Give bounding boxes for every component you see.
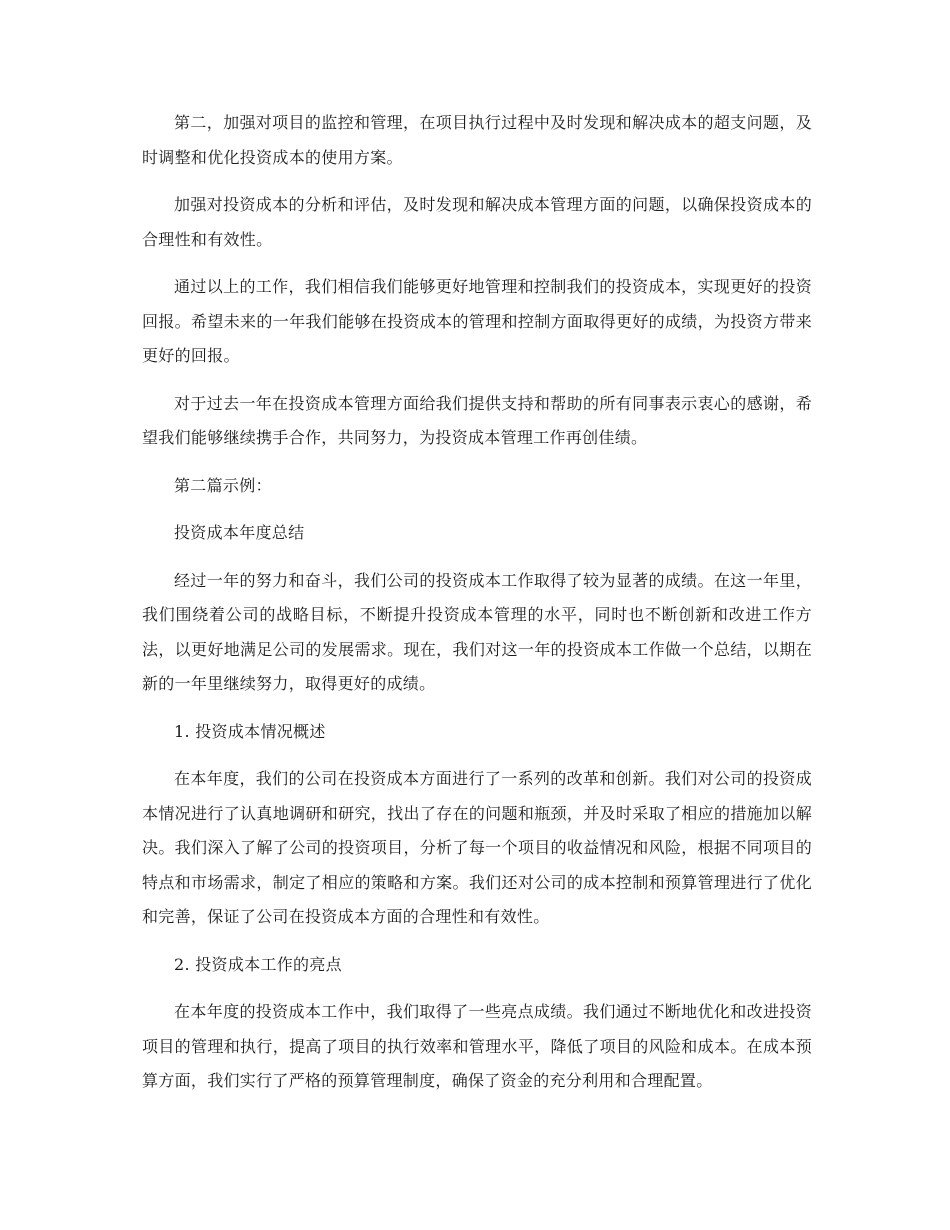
paragraph-thanks: 对于过去一年在投资成本管理方面给我们提供支持和帮助的所有同事表示衷心的感谢，希望我们能够继续携手合作，共同努力，为投资成本管理工作再创佳绩。 <box>142 393 812 447</box>
heading-highlights: 2. 投资成本工作的亮点 <box>174 954 342 974</box>
paragraph-highlights: 在本年度的投资成本工作中，我们取得了一些亮点成绩。我们通过不断地优化和改进投资项目的管理和执行，提高了项目的执行效率和管理水平，降低了项目的风险和成本。在成本预算方面，我们实行了严格的预算管理制度，确保了资金的充分利用和合理配置。 <box>142 1002 812 1090</box>
paragraph-second-example-label: 第二篇示例： <box>174 475 272 495</box>
paragraph-outlook: 通过以上的工作，我们相信我们能够更好地管理和控制我们的投资成本，实现更好的投资回报。希望未来的一年我们能够在投资成本的管理和控制方面取得更好的成绩，为投资方带来更好的回报。 <box>142 277 812 365</box>
paragraph-strengthen-monitoring: 第二，加强对项目的监控和管理，在项目执行过程中及时发现和解决成本的超支问题，及时调整和优化投资成本的使用方案。 <box>142 113 812 167</box>
paragraph-section-title: 投资成本年度总结 <box>174 523 305 542</box>
heading-overview: 1. 投资成本情况概述 <box>174 721 326 741</box>
paragraph-intro: 经过一年的努力和奋斗，我们公司的投资成本工作取得了较为显著的成绩。在这一年里，我们围绕着公司的战略目标，不断提升投资成本管理的水平，同时也不断创新和改进工作方法，以更好地满足公司的发展需求。现在，我们对这一年的投资成本工作做一个总结，以期在新的一年里继续努力，取得更好的成绩。 <box>142 570 812 693</box>
paragraph-analysis-evaluation: 加强对投资成本的分析和评估，及时发现和解决成本管理方面的问题，以确保投资成本的合理性和有效性。 <box>142 195 812 249</box>
paragraph-overview: 在本年度，我们的公司在投资成本方面进行了一系列的改革和创新。我们对公司的投资成本情况进行了认真地调研和研究，找出了存在的问题和瓶颈，并及时采取了相应的措施加以解决。我们深入了解了公司的投资项目，分析了每一个项目的收益情况和风险，根据不同项目的特点和市场需求，制定了相应的策略和方案。我们还对公司的成本控制和预算管理进行了优化和完善，保证了公司在投资成本方面的合理性和有效性。 <box>142 769 812 926</box>
document-body <box>142 106 812 1112</box>
